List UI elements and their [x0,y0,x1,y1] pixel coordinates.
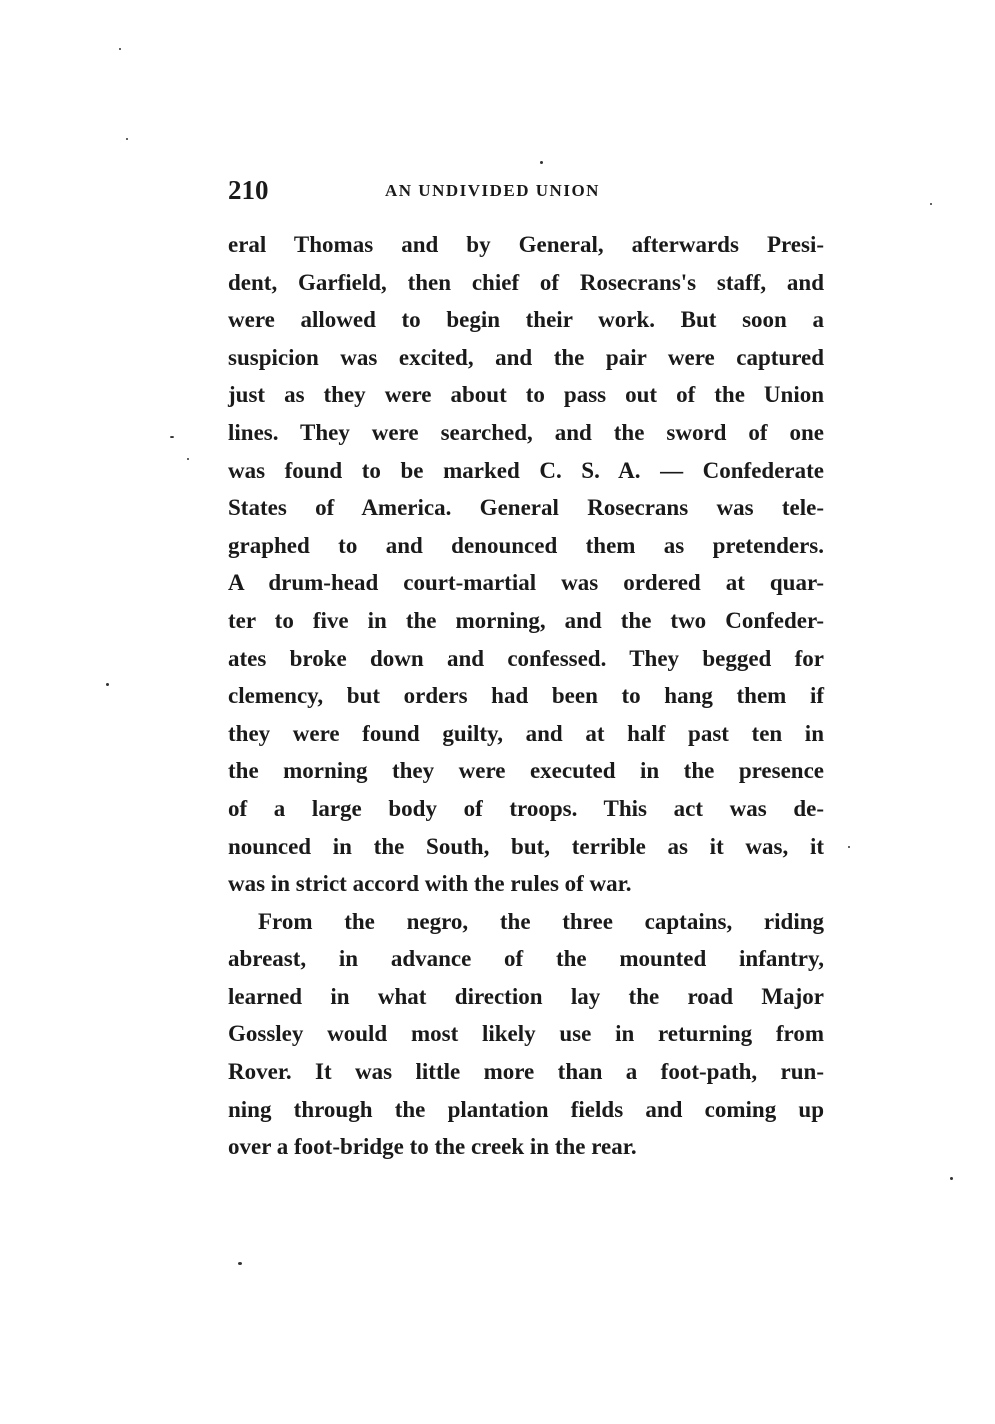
scan-speck [126,138,128,140]
text-line: A drum-head court-martial was ordered at quar- [228,570,824,596]
running-title: AN UNDIVIDED UNION [385,181,600,200]
scan-speck [848,846,850,848]
text-line: Gossley would most likely use in returning from [228,1021,824,1047]
text-line: was found to be marked C. S. A. — Confederate [228,457,824,483]
text-line: graphed to and denounced them as pretenders. [228,532,824,558]
scan-speck [540,161,543,164]
scan-speck [170,436,174,438]
text-line: ter to five in the morning, and the two Confeder- [228,607,824,633]
text-line: nounced in the South, but, terrible as it was, it [228,833,824,859]
text-line: were allowed to begin their work. But soon a [228,307,824,333]
scan-speck [930,203,932,205]
scan-speck [238,1262,242,1265]
text-line: just as they were about to pass out of the Union [228,382,824,408]
paragraph-1 [228,226,824,903]
paragraph-2 [228,903,824,1166]
page-header [228,172,828,208]
text-line: of a large body of troops. This act was de- [228,795,824,821]
text-line: States of America. General Rosecrans was tele- [228,495,824,521]
text-line: clemency, but orders had been to hang them if [228,683,824,709]
scan-speck [187,458,189,460]
text-line: Rover. It was little more than a foot-path, run- [228,1059,824,1085]
text-line: the morning they were executed in the presence [228,758,824,784]
text-line: they were found guilty, and at half past ten in [228,720,824,746]
text-line: dent, Garfield, then chief of Rosecrans's staff, and [228,269,824,295]
text-line: learned in what direction lay the road Major [228,983,824,1009]
scan-speck [106,683,109,686]
body-text [228,226,824,1166]
text-line: was in strict accord with the rules of war. [228,871,632,897]
text-line: From the negro, the three captains, riding [258,908,824,934]
text-line: lines. They were searched, and the sword of one [228,419,824,445]
scan-speck [950,1177,953,1180]
text-line: ates broke down and confessed. They begged for [228,645,824,671]
scan-speck [119,48,121,50]
page-number: 210 [228,175,269,205]
text-line: suspicion was excited, and the pair were captured [228,344,824,370]
text-line: ning through the plantation fields and coming up [228,1096,824,1122]
text-line: eral Thomas and by General, afterwards Presi- [228,232,824,257]
text-line: abreast, in advance of the mounted infantry, [228,946,824,972]
text-line: over a foot-bridge to the creek in the rear. [228,1134,637,1160]
